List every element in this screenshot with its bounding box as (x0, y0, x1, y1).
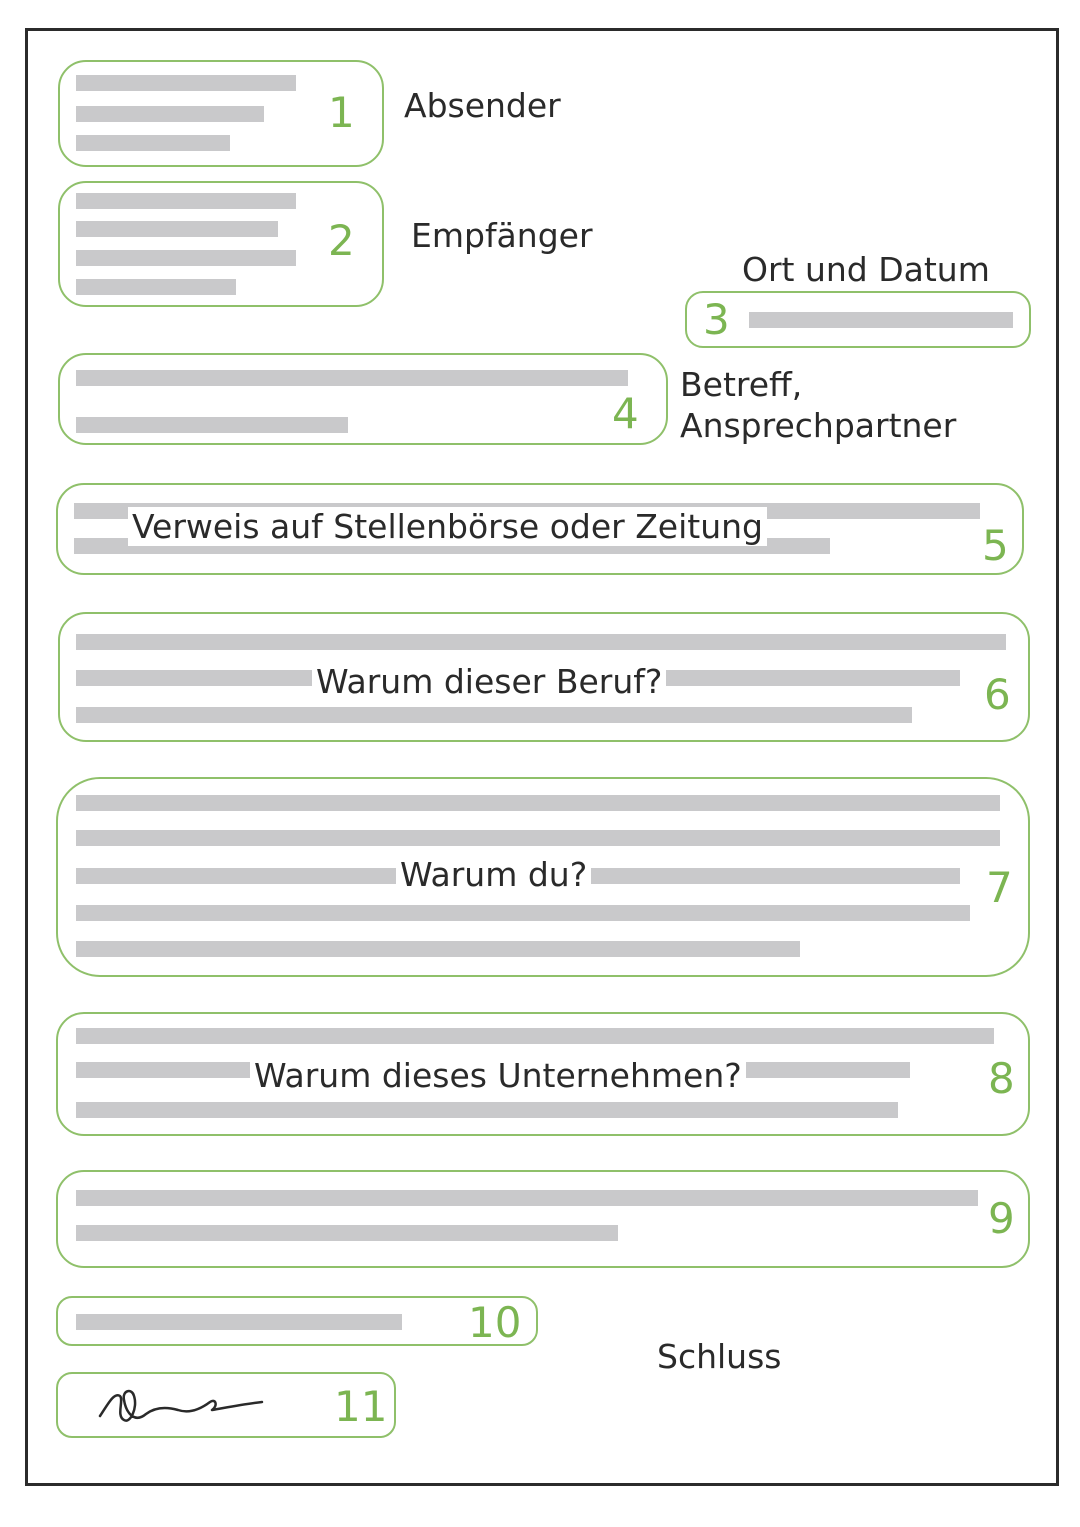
block-number: 9 (988, 1194, 1015, 1243)
placeholder-line (76, 135, 230, 151)
placeholder-line (76, 795, 1000, 811)
placeholder-line (76, 1225, 618, 1241)
placeholder-line (76, 1190, 978, 1206)
signature-icon (94, 1378, 284, 1434)
placeholder-line (76, 1314, 402, 1330)
block-3-ort-datum (685, 291, 1031, 348)
block-number: 1 (328, 88, 355, 137)
label-betreff (680, 364, 956, 447)
block-1-absender (58, 60, 384, 167)
block-number: 4 (612, 389, 639, 438)
section-label-beruf: Warum dieser Beruf? (312, 662, 666, 701)
section-label-verweis: Verweis auf Stellenbörse oder Zeitung (128, 507, 767, 546)
block-number: 6 (984, 670, 1011, 719)
block-number: 10 (468, 1298, 522, 1347)
block-9 (56, 1170, 1030, 1268)
section-label-unternehmen: Warum dieses Unternehmen? (250, 1056, 746, 1095)
placeholder-line (76, 417, 348, 433)
placeholder-line (76, 707, 912, 723)
block-10 (56, 1296, 538, 1346)
block-4-betreff (58, 353, 668, 445)
label-betreff-line2: Ansprechpartner (680, 406, 957, 446)
placeholder-line (76, 279, 236, 295)
label-absender: Absender (404, 86, 561, 125)
block-number: 2 (328, 216, 355, 265)
block-7-du (56, 777, 1030, 977)
placeholder-line (76, 370, 628, 386)
label-empfaenger: Empfänger (411, 216, 593, 255)
label-schluss: Schluss (657, 1337, 782, 1376)
section-label-du: Warum du? (396, 855, 591, 894)
block-number: 5 (982, 521, 1009, 570)
block-number: 8 (988, 1054, 1015, 1103)
block-5-verweis (56, 483, 1024, 575)
block-number: 11 (334, 1382, 388, 1431)
placeholder-line (76, 75, 296, 91)
block-6-beruf (58, 612, 1030, 742)
placeholder-line (76, 634, 1006, 650)
block-11-signature (56, 1372, 396, 1438)
block-number: 7 (986, 863, 1013, 912)
label-betreff-line1: Betreff, (680, 365, 803, 404)
placeholder-line (76, 1102, 898, 1118)
placeholder-line (76, 941, 800, 957)
block-2-empfaenger (58, 181, 384, 307)
placeholder-line (76, 830, 1000, 846)
placeholder-line (76, 193, 296, 209)
placeholder-line (76, 250, 296, 266)
block-8-unternehmen (56, 1012, 1030, 1136)
placeholder-line (76, 905, 970, 921)
label-ort-datum: Ort und Datum (742, 250, 990, 289)
placeholder-line (749, 312, 1013, 328)
block-number: 3 (703, 295, 730, 344)
placeholder-line (76, 1028, 994, 1044)
placeholder-line (76, 221, 278, 237)
placeholder-line (76, 106, 264, 122)
